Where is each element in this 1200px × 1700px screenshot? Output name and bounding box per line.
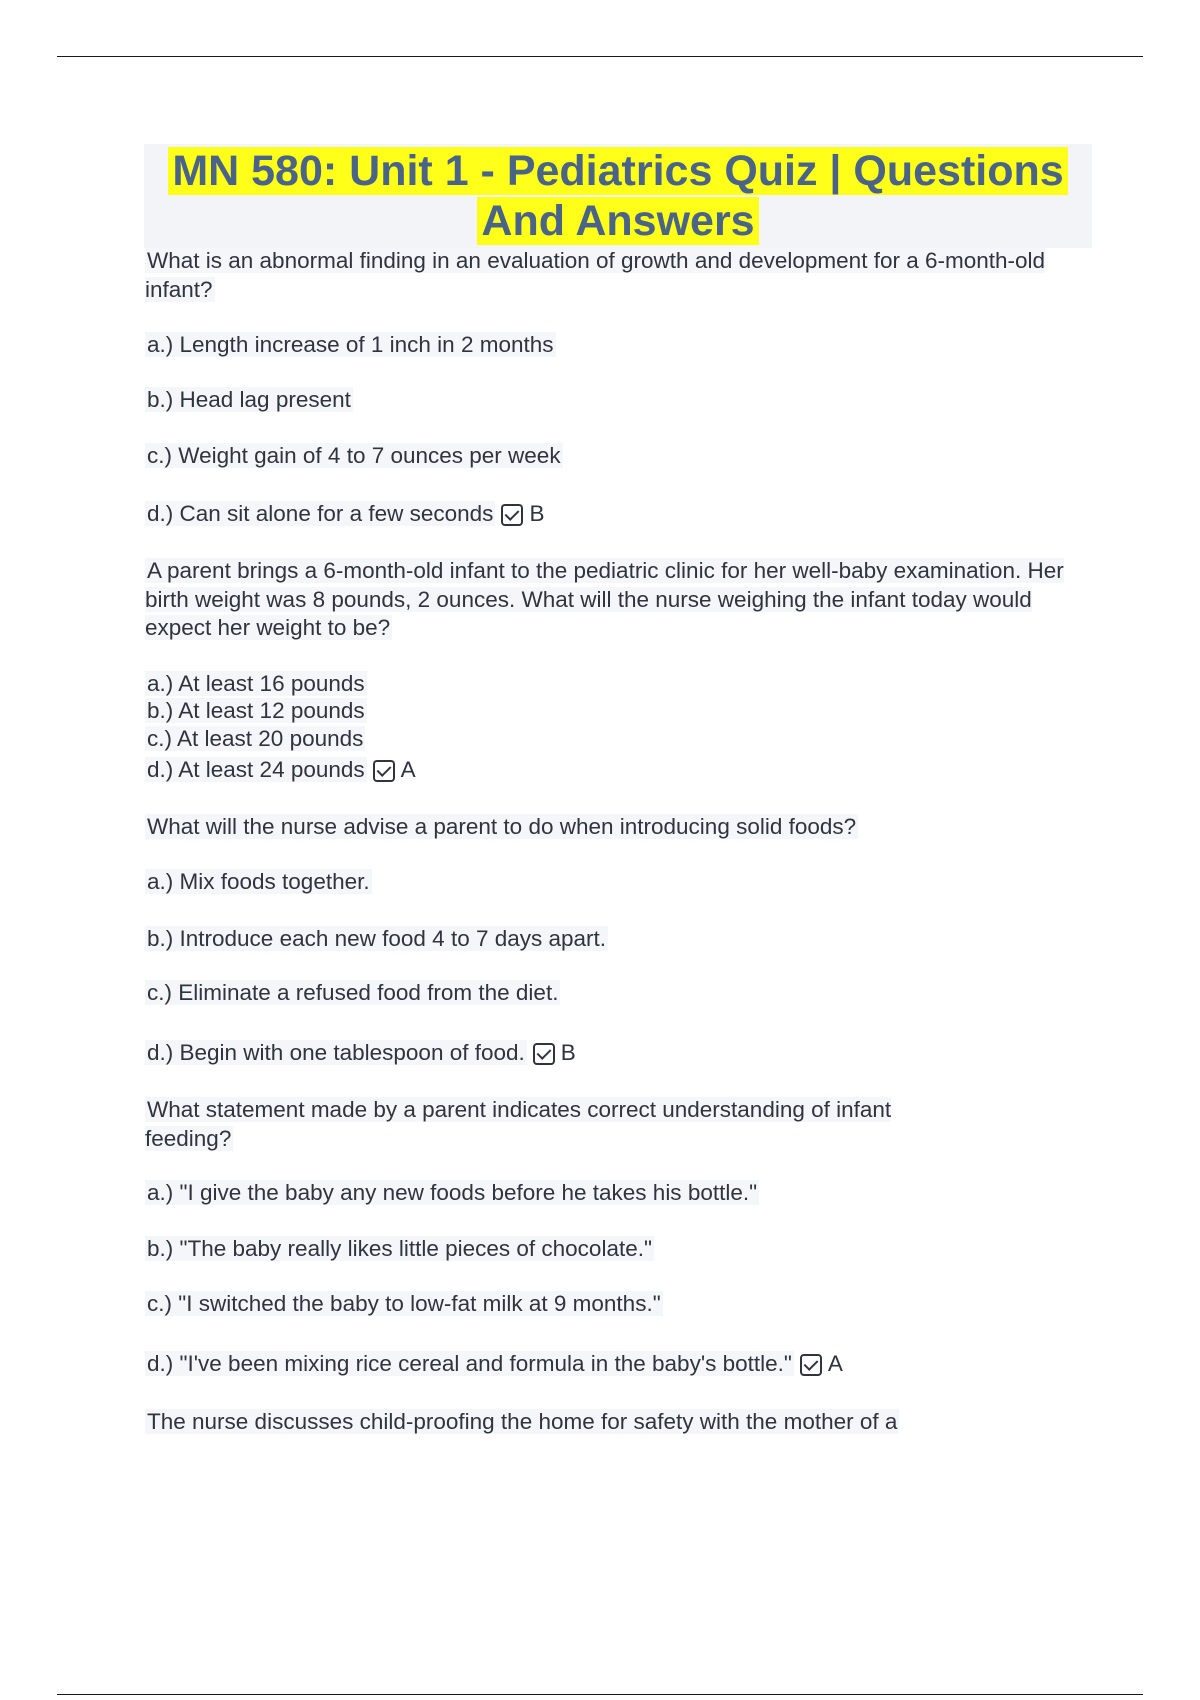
q4-option-a: a.) "I give the baby any new foods before he takes his bottle." — [147, 1180, 758, 1205]
q1-option-a: a.) Length increase of 1 inch in 2 months — [147, 332, 554, 357]
q3-option-c: c.) Eliminate a refused food from the diet. — [147, 980, 559, 1005]
header-rule — [57, 56, 1143, 57]
question-3-stem: What will the nurse advise a parent to do when introducing solid foods? — [147, 814, 857, 839]
q2-answer: A — [400, 757, 416, 782]
q4-option-b: b.) "The baby really likes little pieces of chocolate." — [147, 1236, 652, 1261]
page-title — [144, 144, 1092, 246]
question-5-stem: The nurse discusses child-proofing the home for safety with the mother of a — [147, 1409, 898, 1434]
title-line-2: And Answers — [477, 197, 758, 245]
title-line-1: MN 580: Unit 1 - Pediatrics Quiz | Questions — [168, 147, 1067, 195]
q1-answer: B — [529, 501, 545, 526]
q4-option-c: c.) "I switched the baby to low-fat milk at 9 months." — [147, 1291, 661, 1316]
q3-option-b: b.) Introduce each new food 4 to 7 days apart. — [147, 926, 607, 951]
q2-option-b: b.) At least 12 pounds — [147, 698, 365, 723]
checkbox-checked-icon — [501, 504, 523, 526]
q4-option-d: d.) "I've been mixing rice cereal and formula in the baby's bottle." A — [147, 1351, 843, 1376]
q1-option-d: d.) Can sit alone for a few seconds B — [147, 501, 545, 526]
checkbox-checked-icon — [533, 1043, 555, 1065]
footer-rule — [57, 1694, 1143, 1695]
q4-answer: A — [827, 1351, 843, 1376]
q1-option-b: b.) Head lag present — [147, 387, 351, 412]
checkbox-checked-icon — [800, 1354, 822, 1376]
q3-answer: B — [560, 1040, 576, 1065]
checkbox-checked-icon — [373, 760, 395, 782]
q1-option-c: c.) Weight gain of 4 to 7 ounces per week — [147, 443, 561, 468]
q3-option-a: a.) Mix foods together. — [147, 869, 370, 894]
q2-option-a: a.) At least 16 pounds — [147, 671, 365, 696]
q3-option-d: d.) Begin with one tablespoon of food. B — [147, 1040, 576, 1065]
title-block — [144, 144, 1092, 248]
question-4-stem: What statement made by a parent indicates correct understanding of infant feeding? — [145, 1097, 892, 1151]
question-2-stem: A parent brings a 6-month-old infant to the pediatric clinic for her well-baby examination. Her birth weight was 8 pounds, 2 ounces. What will the nurse weighing the infant today would expect her weight to be? — [145, 558, 1064, 640]
question-1-stem: What is an abnormal finding in an evaluation of growth and development for a 6-month-old infant? — [145, 248, 1046, 302]
q2-option-d: d.) At least 24 pounds A — [147, 757, 416, 782]
q2-option-c: c.) At least 20 pounds — [147, 726, 364, 751]
